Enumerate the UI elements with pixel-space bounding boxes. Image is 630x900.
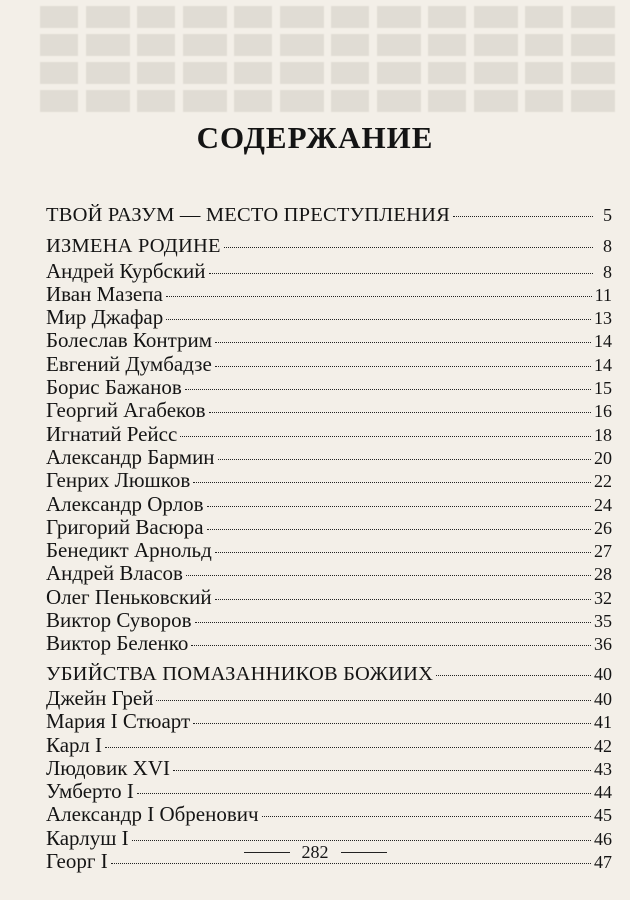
toc-entry-title: Людовик XVI (46, 755, 170, 780)
toc-entry-row (46, 515, 612, 538)
toc-page-number: 8 (603, 236, 612, 257)
toc-dot-leader (215, 552, 591, 553)
toc-page-number: 32 (594, 587, 612, 608)
toc-page-number: 8 (603, 261, 612, 282)
toc-section-row (46, 235, 612, 258)
toc-page-number: 20 (594, 447, 612, 468)
toc-entry-title: Иван Мазепа (46, 281, 163, 306)
toc-page-number: 45 (594, 805, 612, 826)
toc-dot-leader (185, 389, 591, 390)
toc-dot-leader (209, 412, 591, 413)
toc-page-number: 22 (594, 471, 612, 492)
toc-entry-title: Карлуш I (46, 825, 129, 850)
toc-page-number: 44 (594, 782, 612, 803)
toc-entry-row (46, 686, 612, 709)
toc-entry-row (46, 631, 612, 654)
toc-entry-row (46, 733, 612, 756)
toc-entry-title: Олег Пеньковский (46, 584, 212, 609)
page-title: СОДЕРЖАНИЕ (196, 120, 434, 155)
toc-dot-leader (209, 273, 593, 274)
toc-page-number: 13 (594, 308, 612, 329)
toc-entry-row (46, 608, 612, 631)
toc-dot-leader (262, 816, 591, 817)
toc-entry-row (46, 282, 612, 305)
toc-page-number: 41 (594, 712, 612, 733)
toc-entry-title: Борис Бажанов (46, 375, 182, 400)
toc-dot-leader (180, 436, 591, 437)
footer-rule-right (341, 852, 387, 853)
toc-entry-title: Андрей Власов (46, 561, 183, 586)
page-number: 282 (301, 842, 329, 862)
toc-section-row (46, 204, 612, 227)
toc-dot-leader (105, 747, 591, 748)
toc-entry-title: Карл I (46, 732, 102, 757)
toc-entry-row (46, 398, 612, 421)
toc-entry-row (46, 802, 612, 825)
toc-section-title: ИЗМЕНА РОДИНЕ (46, 235, 221, 258)
toc-dot-leader (186, 575, 591, 576)
toc-entry-row (46, 259, 612, 282)
toc-page-number: 43 (594, 758, 612, 779)
toc-page-number: 18 (594, 424, 612, 445)
toc-page-number: 5 (603, 205, 612, 225)
toc-dot-leader (436, 675, 591, 676)
toc-entry-title: Виктор Суворов (46, 608, 192, 633)
toc-page-number: 47 (594, 852, 612, 873)
toc-dot-leader (215, 366, 591, 367)
toc-entry-row (46, 538, 612, 561)
toc-entry-title: Георг I (46, 849, 108, 874)
toc-page-number: 40 (594, 663, 612, 684)
toc-page-number: 40 (594, 688, 612, 709)
toc-section-title: ТВОЙ РАЗУМ — МЕСТО ПРЕСТУПЛЕНИЯ (46, 204, 451, 226)
toc-page-number: 27 (594, 541, 612, 562)
toc-entry-row (46, 328, 612, 351)
toc-dot-leader (453, 216, 593, 217)
toc-dot-leader (137, 793, 591, 794)
toc-entry-title: Мария I Стюарт (46, 709, 191, 734)
toc-dot-leader (173, 770, 591, 771)
toc-entry-title: Александр Бармин (46, 444, 215, 469)
toc-page-number: 36 (594, 634, 612, 655)
toc-dot-leader (215, 342, 591, 343)
toc-dot-leader (166, 319, 591, 320)
toc-page-number: 14 (594, 331, 612, 352)
toc-dot-leader (195, 622, 592, 623)
toc-page-number: 24 (594, 494, 612, 515)
toc-dot-leader (132, 840, 591, 841)
toc-entry-title: Евгений Думбадзе (46, 351, 212, 376)
toc-page-number: 28 (594, 564, 612, 585)
toc-entry-title: Умберто I (46, 779, 134, 804)
toc-entry-row (46, 375, 612, 398)
toc-page-number: 15 (594, 378, 612, 399)
toc-entry-title: Андрей Курбский (46, 258, 206, 283)
toc-dot-leader (207, 529, 591, 530)
toc-dot-leader (224, 247, 593, 248)
toc-entry-title: Георгий Агабеков (46, 398, 206, 423)
toc-entry-title: Болеслав Контрим (46, 328, 213, 353)
toc-entry-row (46, 422, 612, 445)
toc-entry-title: Бенедикт Арнольд (46, 538, 212, 563)
toc-page-number: 16 (594, 401, 612, 422)
toc-entry-row (46, 352, 612, 375)
toc-entry-row (46, 585, 612, 608)
toc-page-number: 42 (594, 735, 612, 756)
toc-entry-row (46, 779, 612, 802)
toc-entry-title: Мир Джафар (46, 305, 164, 330)
toc-dot-leader (156, 700, 591, 701)
page-footer (0, 842, 630, 863)
toc-dot-leader (166, 296, 592, 297)
toc-entry-row (46, 709, 612, 732)
toc-dot-leader (193, 482, 591, 483)
toc-entry-row (46, 492, 612, 515)
toc-entry-title: Александр I Обренович (46, 802, 259, 827)
toc-entry-title: Игнатий Рейсс (46, 421, 178, 446)
toc-entry-row (46, 305, 612, 328)
table-of-contents (46, 204, 612, 872)
toc-entry-title: Григорий Васюра (46, 514, 204, 539)
toc-entry-row (46, 561, 612, 584)
toc-dot-leader (215, 599, 591, 600)
toc-page-number: 11 (594, 284, 612, 305)
toc-entry-title: Генрих Люшков (46, 468, 191, 493)
toc-entry-row (46, 468, 612, 491)
toc-section-title: УБИЙСТВА ПОМАЗАННИКОВ БОЖИИХ (46, 662, 434, 685)
show-through-text (40, 0, 620, 120)
toc-entry-title: Александр Орлов (46, 491, 204, 516)
toc-entry-row (46, 445, 612, 468)
footer-rule-left (244, 852, 290, 853)
toc-page-number: 14 (594, 354, 612, 375)
toc-entry-row (46, 756, 612, 779)
toc-entry-title: Джейн Грей (46, 685, 154, 710)
toc-dot-leader (193, 723, 591, 724)
toc-section-row (46, 663, 612, 686)
toc-dot-leader (191, 645, 591, 646)
toc-page-number: 46 (594, 828, 612, 849)
toc-dot-leader (207, 506, 592, 507)
toc-page-number: 26 (594, 517, 612, 538)
toc-page-number: 35 (594, 611, 612, 632)
toc-dot-leader (111, 863, 591, 864)
toc-dot-leader (218, 459, 591, 460)
toc-entry-title: Виктор Беленко (46, 631, 189, 656)
